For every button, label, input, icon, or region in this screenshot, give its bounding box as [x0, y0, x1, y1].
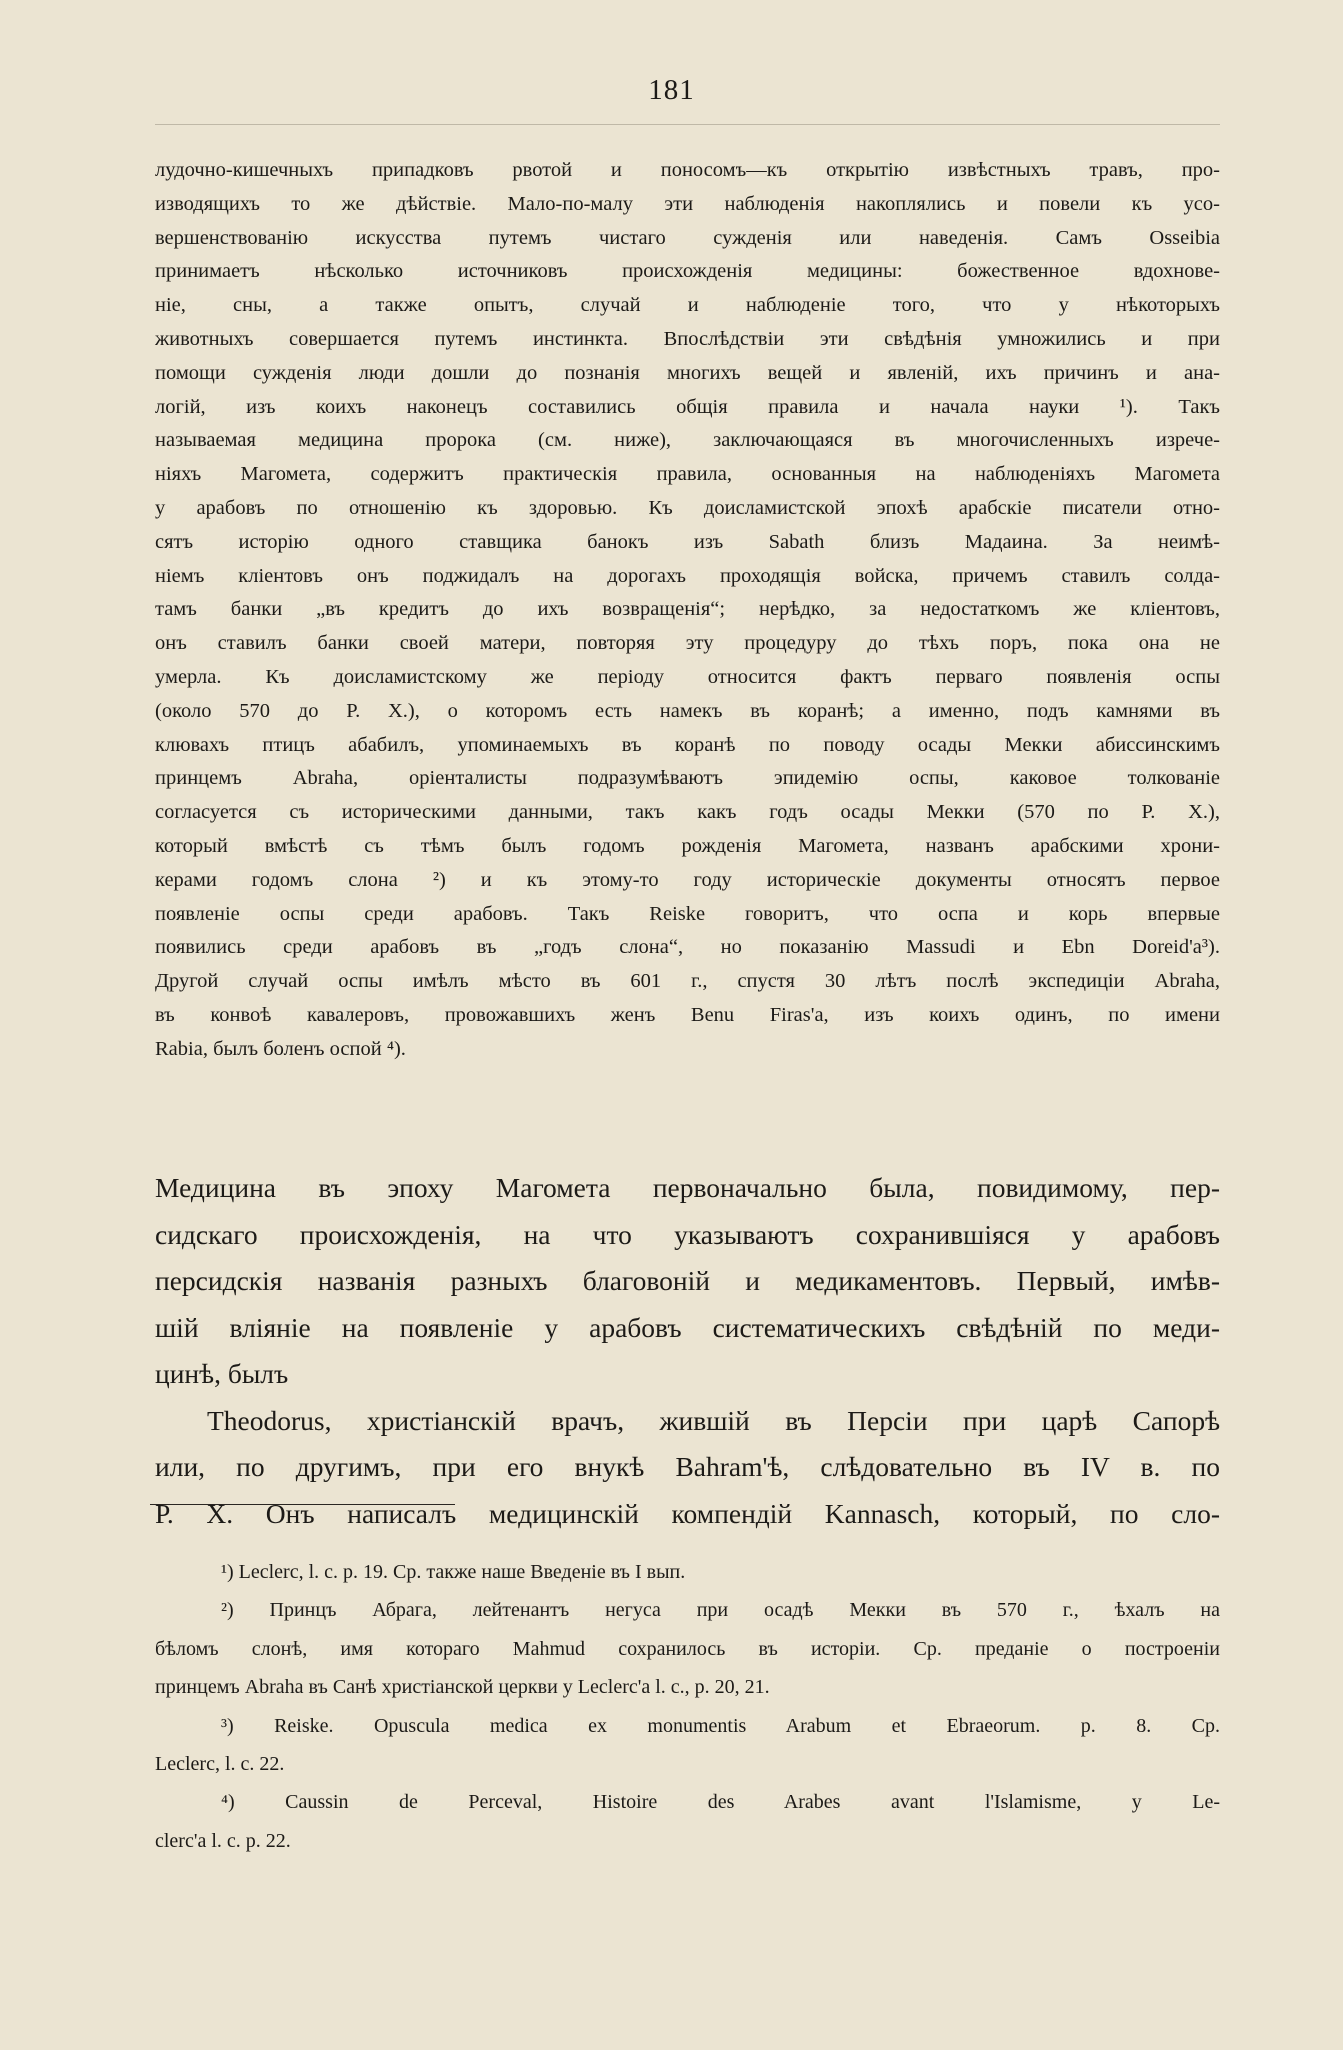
- text-line: Theodorus, христіанскій врачъ, жившій въ Персіи при царѣ Сапорѣ: [207, 1404, 1220, 1436]
- text-line: въ конвоѣ кавалеровъ, провожавшихъ женъ Benu Firas'a, изъ коихъ одинъ, по имени: [155, 1003, 1220, 1026]
- text-line: ніемъ кліентовъ онъ поджидалъ на дорогахъ проходящія войска, причемъ ставилъ солда-: [155, 564, 1220, 587]
- text-line: сятъ исторію одного ставщика банокъ изъ Sabath близъ Мадаина. За неимѣ-: [155, 530, 1220, 553]
- text-line: или, по другимъ, при его внукѣ Bahram'ѣ, слѣдовательно въ IV в. по: [155, 1451, 1220, 1482]
- text-line: который вмѣстѣ съ тѣмъ былъ годомъ рожденія Магомета, названъ арабскими хрони-: [155, 834, 1220, 857]
- text-line: клювахъ птицъ абабилъ, упоминаемыхъ въ коранѣ по поводу осады Мекки абиссинскимъ: [155, 733, 1220, 756]
- text-line: лудочно-кишечныхъ припадковъ рвотой и поносомъ—къ открытію извѣстныхъ травъ, про-: [155, 159, 1220, 181]
- text-line: онъ ставилъ банки своей матери, повторяя эту процедуру до тѣхъ поръ, пока она не: [155, 632, 1220, 655]
- footnote-line: принцемъ Abraha въ Санѣ христіанской церкви у Leclerc'a l. c., p. 20, 21.: [155, 1676, 770, 1699]
- section-paragraph: [155, 1165, 1220, 1537]
- text-line: животныхъ совершается путемъ инстинкта. Впослѣдствіи эти свѣдѣнія умножились и при: [155, 327, 1220, 350]
- text-line: принимаетъ нѣсколько источниковъ происхожденія медицины: божественное вдохнове-: [155, 260, 1220, 283]
- footnotes: [155, 1553, 1220, 1860]
- text-line: шій вліяніе на появленіе у арабовъ систематическихъ свѣдѣній по меди-: [155, 1311, 1220, 1343]
- text-line: вершенствованію искусства путемъ чистаго сужденія или наведенія. Самъ Osseibia: [155, 226, 1220, 249]
- text-line: изводящихъ то же дѣйствіе. Мало-по-малу эти наблюденія накоплялись и повели къ усо-: [155, 192, 1220, 215]
- text-line: сидскаго происхожденія, на что указываютъ сохранившіяся у арабовъ: [155, 1218, 1220, 1250]
- footnote-line: ¹) Leclerc, l. c. p. 19. Ср. также наше Введеніе въ I вып.: [221, 1561, 686, 1583]
- footnote-line: Leclerc, l. c. 22.: [155, 1752, 285, 1775]
- text-line: ніяхъ Магомета, содержитъ практическія правила, основанныя на наблюденіяхъ Магомета: [155, 463, 1220, 486]
- text-line: Rabia, былъ боленъ оспой ⁴).: [155, 1037, 406, 1060]
- text-line: появились среди арабовъ въ „годъ слона“, но показанію Massudi и Ebn Doreid'a³).: [155, 936, 1220, 959]
- footnote-line: ²) Принцъ Абрага, лейтенантъ негуса при осадѣ Мекки въ 570 г., ѣхалъ на: [221, 1599, 1220, 1622]
- text-line: логій, изъ коихъ наконецъ составились общія правила и начала науки ¹). Такъ: [155, 395, 1220, 418]
- header-rule: [155, 124, 1220, 125]
- text-line: помощи сужденія люди дошли до познанія многихъ вещей и явленій, ихъ причинъ и ана-: [155, 361, 1220, 384]
- text-line: умерла. Къ доисламистскому же періоду относится фактъ перваго появленія оспы: [155, 665, 1220, 688]
- footnote-line: clerc'a l. c. p. 22.: [155, 1829, 291, 1852]
- footnote-line: бѣломъ слонѣ, имя котораго Mahmud сохранилось въ исторіи. Ср. преданіе о построеніи: [155, 1637, 1220, 1660]
- body-paragraph: [155, 154, 1220, 1067]
- text-line: появленіе оспы среди арабовъ. Такъ Reiske говоритъ, что оспа и корь впервые: [155, 902, 1220, 925]
- text-line: (около 570 до Р. Х.), о которомъ есть намекъ въ коранѣ; а именно, подъ камнями въ: [155, 699, 1220, 722]
- text-line: ніе, сны, а также опытъ, случай и наблюденіе того, что у нѣкоторыхъ: [155, 294, 1220, 317]
- text-line: Р. Х. Онъ написалъ медицинскій компендій Kannasch, который, по сло-: [155, 1497, 1220, 1529]
- text-line: Другой случай оспы имѣлъ мѣсто въ 601 г., спустя 30 лѣтъ послѣ экспедиціи Abraha,: [155, 970, 1220, 993]
- footnote-rule: [150, 1504, 455, 1505]
- text-line: персидскія названія разныхъ благовоній и медикаментовъ. Первый, имѣв-: [155, 1265, 1220, 1296]
- text-line: керами годомъ слона ²) и къ этому-то году историческіе документы относятъ первое: [155, 868, 1220, 891]
- text-line: согласуется съ историческими данными, такъ какъ годъ осады Мекки (570 по Р. Х.),: [155, 801, 1220, 824]
- text-line: тамъ банки „въ кредитъ до ихъ возвращенія“; нерѣдко, за недостаткомъ же кліентовъ,: [155, 598, 1220, 621]
- footnote-line: ⁴) Caussin de Perceval, Histoire des Arabes avant l'Islamisme, у Le-: [221, 1791, 1220, 1814]
- page-number: 181: [648, 74, 695, 106]
- text-line: называемая медицина пророка (см. ниже), заключающаяся въ многочисленныхъ изрече-: [155, 429, 1220, 452]
- footnote-line: ³) Reiske. Opuscula medica ex monumentis Arabum et Ebraeorum. p. 8. Ср.: [221, 1714, 1220, 1737]
- text-line: Медицина въ эпоху Магомета первоначально была, повидимому, пер-: [155, 1172, 1220, 1203]
- text-line: у арабовъ по отношенію къ здоровью. Къ доисламистской эпохѣ арабскіе писатели отно-: [155, 496, 1220, 519]
- text-line: принцемъ Abraha, оріенталисты подразумѣваютъ эпидемію оспы, каковое толкованіе: [155, 767, 1220, 790]
- text-line: цинѣ, былъ: [155, 1358, 289, 1389]
